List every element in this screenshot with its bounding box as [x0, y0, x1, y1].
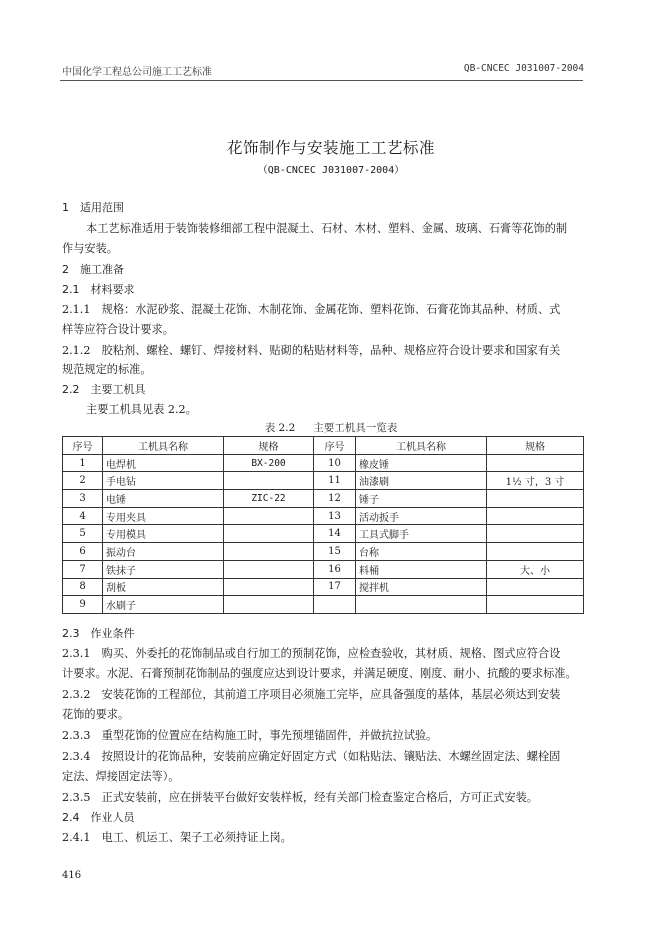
section-1-paragraph-line: 作与安装。 [62, 242, 118, 255]
table-cell: 1 [63, 454, 103, 472]
table-header-cell: 规格 [487, 437, 584, 455]
table-cell: 活动扳手 [356, 507, 487, 525]
table-reference: 主要工机具见表 2.2。 [86, 403, 197, 416]
table-row [63, 543, 584, 561]
table-header-cell: 工机具名称 [103, 437, 224, 455]
table-cell: 10 [314, 454, 356, 472]
table-cell [314, 596, 356, 614]
table-row [63, 525, 584, 543]
table-cell: 专用夹具 [103, 507, 224, 525]
table-header-row [63, 437, 584, 455]
clause-2-3-4: 2.3.4 按照设计的花饰品种，安装前应确定好固定方式（如粘贴法、镶贴法、木螺丝固定法、螺栓固 [62, 750, 561, 763]
table-cell: 4 [63, 507, 103, 525]
table-cell: 1½ 寸，3 寸 [487, 472, 584, 490]
table-header-cell: 序号 [63, 437, 103, 455]
table-cell [487, 490, 584, 508]
table-header-cell: 序号 [314, 437, 356, 455]
table-header-cell: 规格 [224, 437, 314, 455]
table-cell: 橡皮锤 [356, 454, 487, 472]
clause-2-3-1: 2.3.1 购买、外委托的花饰制品或自行加工的预制花饰，应检查验收，其材质、规格、图式应符合设 [62, 647, 561, 660]
table-cell: 刮板 [103, 578, 224, 596]
table-cell: 料桶 [356, 560, 487, 578]
table-cell: 台称 [356, 543, 487, 561]
table-cell [487, 596, 584, 614]
running-header-left: 中国化学工程总公司施工工艺标准 [62, 67, 212, 78]
table-cell: 9 [63, 596, 103, 614]
table-cell: 5 [63, 525, 103, 543]
clause-2-1-1: 2.1.1 规格：水泥砂浆、混凝土花饰、木制花饰、金属花饰、塑料花饰、石膏花饰其品种、材质、式 [62, 303, 561, 316]
table-cell: 工具式脚手 [356, 525, 487, 543]
table-cell [224, 596, 314, 614]
document-title: 花饰制作与安装施工工艺标准 [226, 139, 435, 157]
table-cell [224, 507, 314, 525]
table-cell: 振动台 [103, 543, 224, 561]
table-cell [487, 578, 584, 596]
header-rule [60, 80, 583, 81]
section-1-heading: 1 适用范围 [62, 201, 124, 214]
table-row [63, 596, 584, 614]
table-cell: 15 [314, 543, 356, 561]
table-row [63, 560, 584, 578]
document-code: （QB-CNCEC J031007-2004） [257, 165, 405, 176]
table-cell: 手电钻 [103, 472, 224, 490]
table-cell: 搅拌机 [356, 578, 487, 596]
table-row [63, 454, 584, 472]
table-cell: 6 [63, 543, 103, 561]
table-cell [224, 543, 314, 561]
table-cell [224, 472, 314, 490]
section-2-heading: 2 施工准备 [62, 263, 124, 276]
table-cell: 油漆刷 [356, 472, 487, 490]
table-row [63, 578, 584, 596]
table-cell: BX-200 [224, 454, 314, 472]
table-cell: 3 [63, 490, 103, 508]
table-row [63, 507, 584, 525]
table-cell [487, 507, 584, 525]
table-cell: 专用模具 [103, 525, 224, 543]
running-header-right: QB-CNCEC J031007-2004 [463, 63, 584, 74]
clause-2-3-5: 2.3.5 正式安装前，应在拼装平台做好安装样板，经有关部门检查鉴定合格后，方可正式安装。 [62, 791, 538, 804]
table-row [63, 472, 584, 490]
table-cell: 水刷子 [103, 596, 224, 614]
clause-2-3-3: 2.3.3 重型花饰的位置应在结构施工时，事先预埋锚固件，并做抗拉试验。 [62, 729, 438, 742]
table-cell: 电焊机 [103, 454, 224, 472]
table-caption-title: 主要工机具一览表 [313, 422, 398, 434]
table-cell: 8 [63, 578, 103, 596]
table-cell: 铁抹子 [103, 560, 224, 578]
table-cell: 大、小 [487, 560, 584, 578]
table-cell [224, 578, 314, 596]
clause-2-3-2: 2.3.2 安装花饰的工程部位，其前道工序项目必须施工完毕，应具备强度的基体，基层必须达到安装 [62, 688, 561, 701]
table-cell: 12 [314, 490, 356, 508]
table-cell [487, 454, 584, 472]
clause-2-1-2: 2.1.2 胶粘剂、螺栓、螺钉、焊接材料、贴砌的粘贴材料等，品种、规格应符合设计要求和国家有关 [62, 344, 561, 357]
table-cell: 锤子 [356, 490, 487, 508]
table-header-cell: 工机具名称 [356, 437, 487, 455]
section-2-3-heading: 2.3 作业条件 [62, 627, 135, 640]
table-cell: 11 [314, 472, 356, 490]
table-cell: ZIC-22 [224, 490, 314, 508]
table-cell: 17 [314, 578, 356, 596]
section-2-4-heading: 2.4 作业人员 [62, 811, 135, 824]
clause-2-1-1-cont: 样等应符合设计要求。 [62, 323, 174, 336]
table-cell: 7 [63, 560, 103, 578]
table-cell: 14 [314, 525, 356, 543]
table-cell: 16 [314, 560, 356, 578]
clause-2-3-2-cont: 花饰的要求。 [62, 708, 130, 721]
clause-2-3-1-cont: 计要求。水泥、石膏预制花饰制品的强度应达到设计要求，并满足硬度、刚度、耐小、抗酸的要求标准。 [62, 667, 577, 680]
table-cell [224, 525, 314, 543]
table-caption [0, 420, 662, 435]
table-cell: 电锤 [103, 490, 224, 508]
table-cell [487, 525, 584, 543]
section-2-1-heading: 2.1 材料要求 [62, 283, 135, 296]
table-row [63, 490, 584, 508]
table-caption-number: 表 2.2 [264, 422, 296, 434]
section-1-paragraph-line: 本工艺标准适用于装饰装修细部工程中混凝土、石材、木材、塑料、金属、玻璃、石膏等花饰的制 [86, 222, 568, 235]
table-cell [224, 560, 314, 578]
clause-2-4-1: 2.4.1 电工、机运工、架子工必须持证上岗。 [62, 831, 292, 844]
clause-2-3-4-cont: 定法、焊接固定法等）。 [62, 770, 180, 783]
table-cell [356, 596, 487, 614]
clause-2-1-2-cont: 规范规定的标准。 [62, 363, 152, 376]
tools-table [62, 436, 584, 614]
section-2-2-heading: 2.2 主要工机具 [62, 383, 146, 396]
table-cell: 13 [314, 507, 356, 525]
table-cell [487, 543, 584, 561]
table-cell: 2 [63, 472, 103, 490]
page-number: 416 [62, 870, 82, 881]
